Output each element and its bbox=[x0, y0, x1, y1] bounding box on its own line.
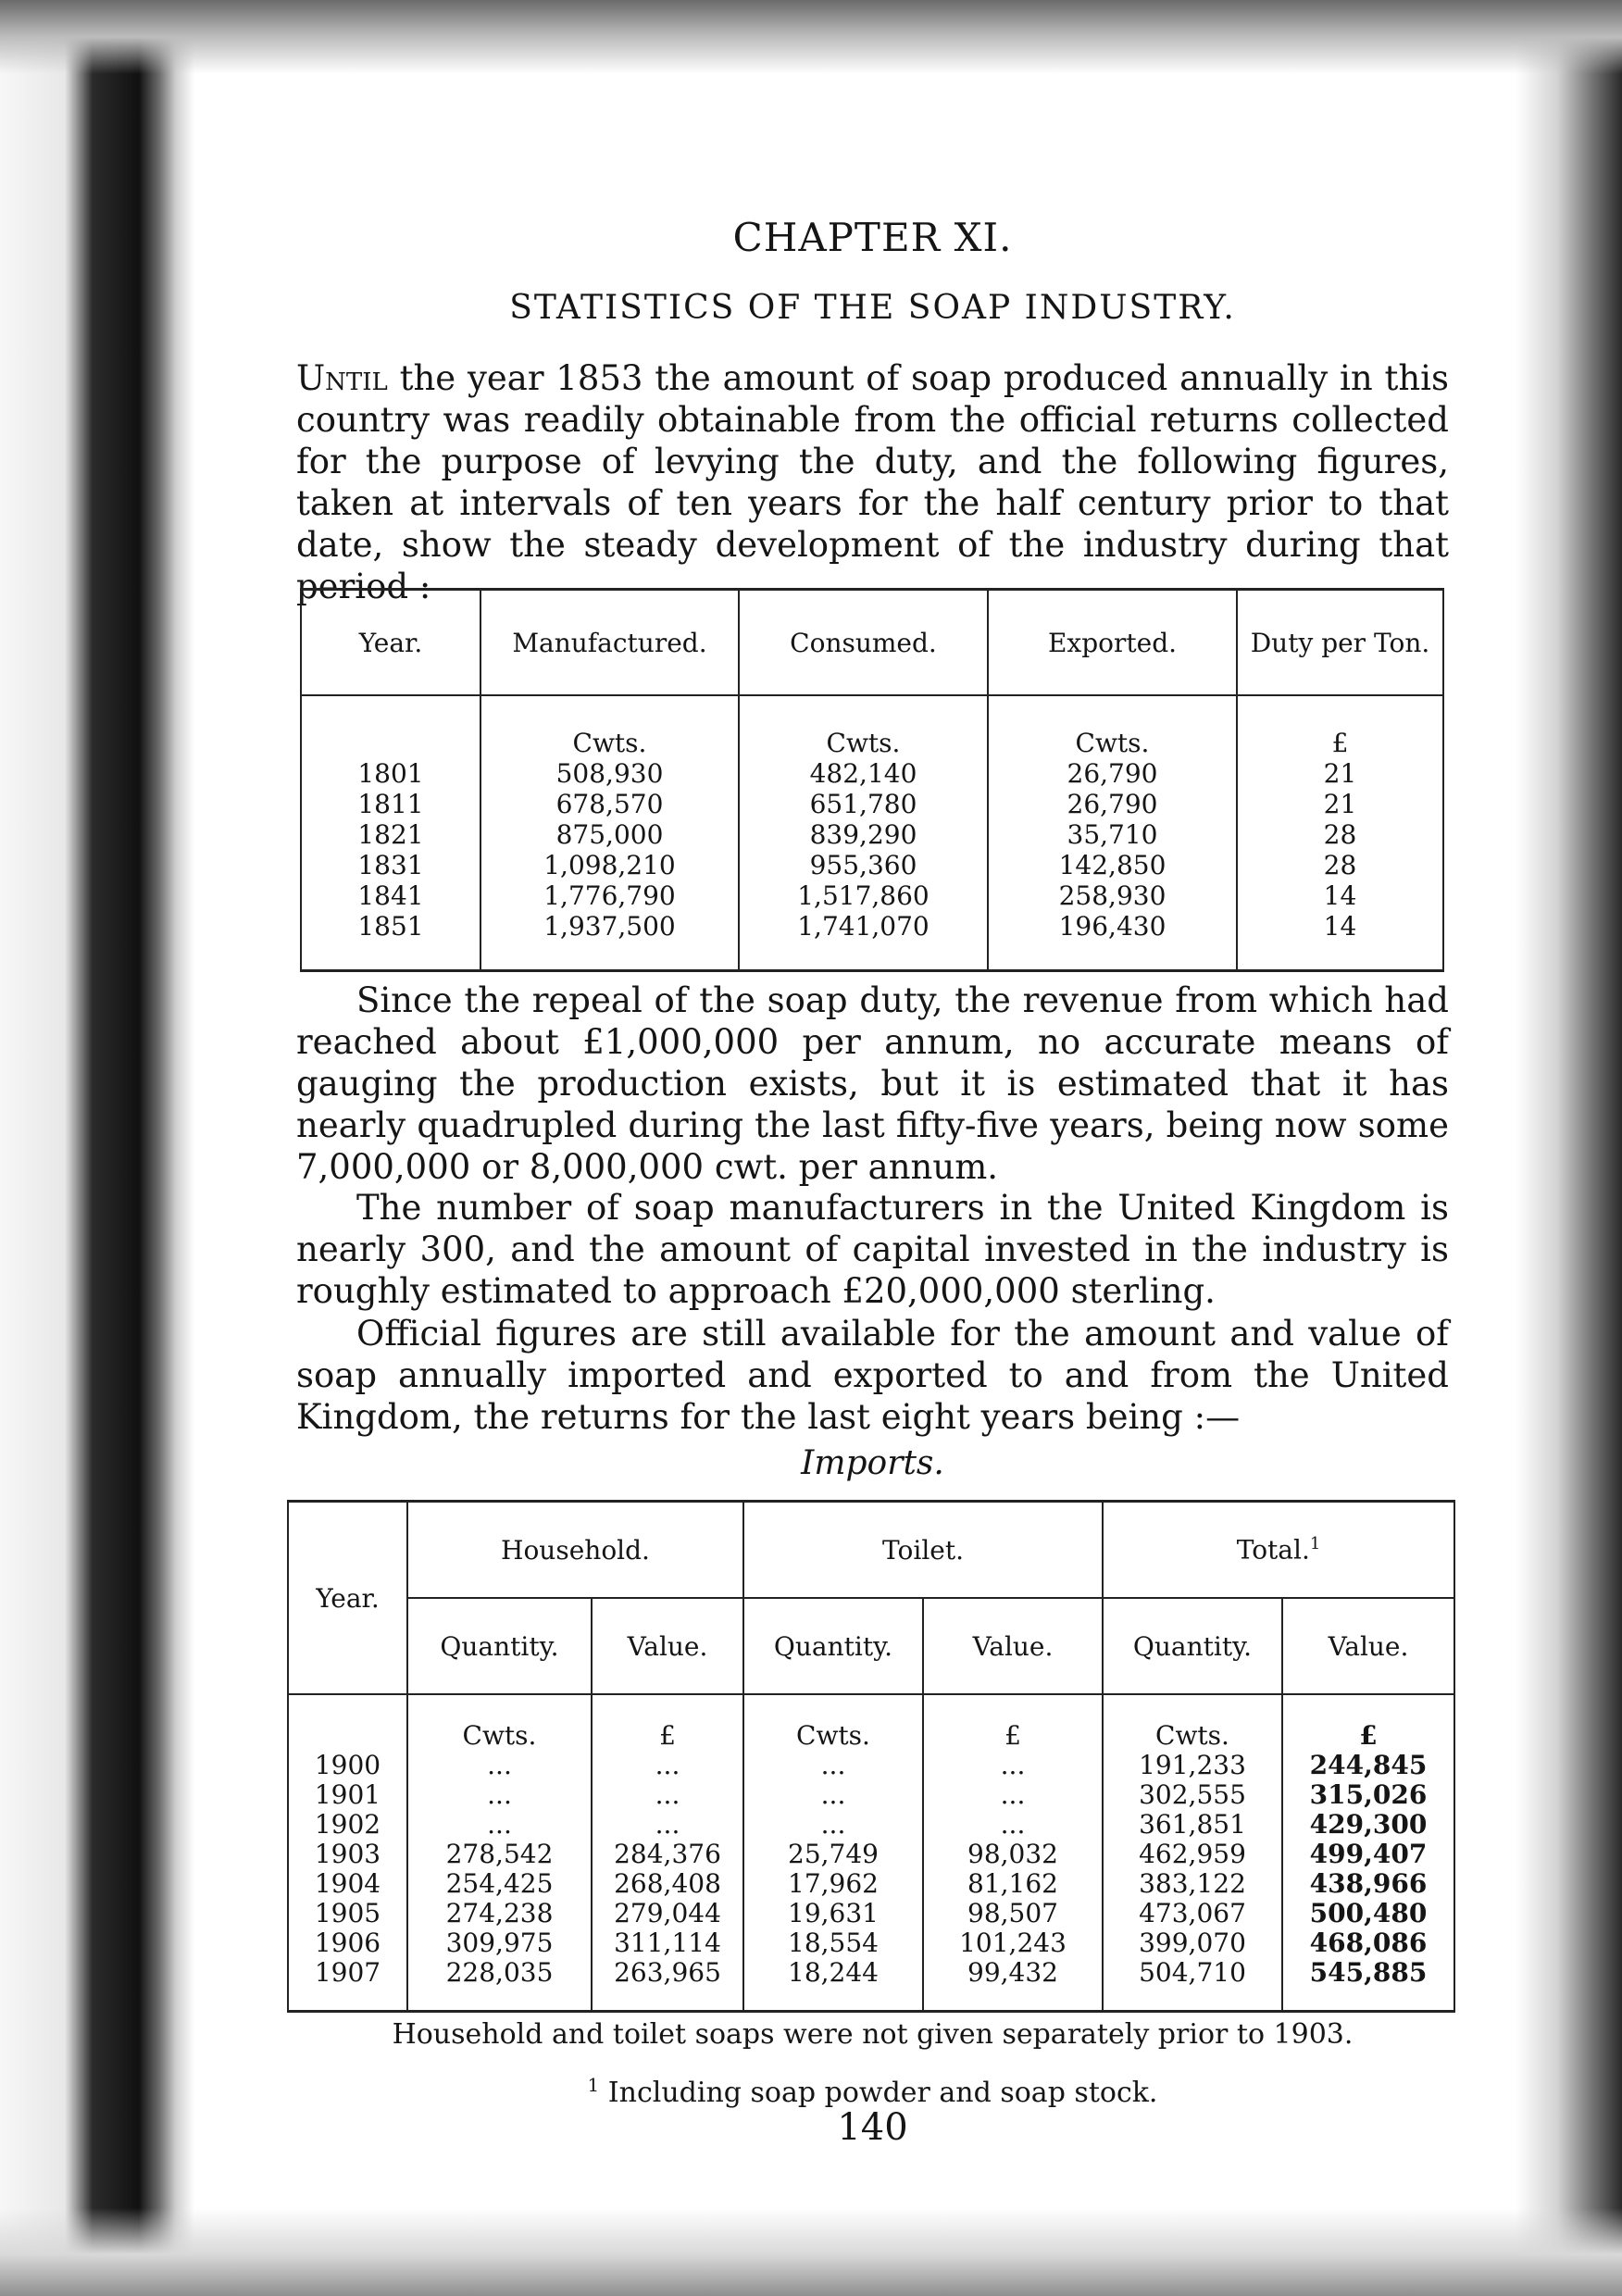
intro-paragraph bbox=[296, 357, 1449, 607]
header-toilet-quantity: Quantity. bbox=[743, 1598, 923, 1694]
scan-right-edge bbox=[1516, 0, 1622, 2296]
intro-lead: Until bbox=[296, 358, 388, 398]
header-year: Year. bbox=[301, 590, 480, 696]
duty-column: £ 21 21 28 28 14 14 bbox=[1237, 695, 1443, 971]
manufacturers-paragraph: The number of soap manufacturers in the United Kingdom is nearly 300, and the amount of capital invested in the industry is roughly estimated to approach £20,000,000 sterling. bbox=[296, 1188, 1449, 1311]
imports-table bbox=[287, 1500, 1455, 2013]
header-total: Total.$^1$ bbox=[1103, 1502, 1454, 1599]
header-toilet-value: Value. bbox=[923, 1598, 1103, 1694]
exported-column: Cwts. 26,790 26,790 35,710 142,850 258,930 196,430 bbox=[988, 695, 1237, 971]
header-manufactured: Manufactured. bbox=[480, 590, 739, 696]
manufactured-column: Cwts. 508,930 678,570 875,000 1,098,210 1,776,790 1,937,500 bbox=[480, 695, 739, 971]
total-value-column: £ 244,845 315,026 429,300 499,407 438,966 500,480 468,086 545,885 bbox=[1282, 1694, 1454, 2012]
header-exported: Exported. bbox=[988, 590, 1237, 696]
header-duty: Duty per Ton. bbox=[1237, 590, 1443, 696]
household-value-column: £ ... ... ... 284,376 268,408 279,044 311,114 263,965 bbox=[592, 1694, 743, 2012]
scan-left-edge bbox=[0, 0, 194, 2296]
imports-title: Imports. bbox=[801, 1444, 944, 1482]
toilet-quantity-column: Cwts. ... ... ... 25,749 17,962 19,631 18,554 18,244 bbox=[743, 1694, 923, 2012]
header-toilet: Toilet. bbox=[743, 1502, 1103, 1599]
chapter-subtitle: STATISTICS OF THE SOAP INDUSTRY. bbox=[509, 289, 1236, 327]
header-total-quantity: Quantity. bbox=[1103, 1598, 1282, 1694]
footnote-mark: 1 bbox=[587, 2074, 600, 2096]
intro-text: the year 1853 the amount of soap produced annually in this country was readily obtainable from the official returns collected for the purpose of levying the duty, and the following figures, taken at intervals of ten years for the half century prior to that date, show the steady development of the industry during that period :— bbox=[296, 358, 1449, 606]
total-footnote-mark: 1 bbox=[1309, 1534, 1321, 1554]
chapter-title: CHAPTER XI. bbox=[732, 215, 1013, 260]
header-household-value: Value. bbox=[592, 1598, 743, 1694]
household-quantity-column: Cwts. ... ... ... 278,542 254,425 274,238 309,975 228,035 bbox=[407, 1694, 592, 2012]
production-table bbox=[300, 588, 1444, 972]
repeal-paragraph: Since the repeal of the soap duty, the revenue from which had reached about £1,000,000 per annum, no accurate means of gauging the production exists, but it is estimated that it has nearly quadrupled during the last fifty-five years, being now some 7,000,000 or 8,000,000 cwt. per annum. bbox=[296, 980, 1449, 1187]
total-quantity-column: Cwts. 191,233 302,555 361,851 462,959 383,122 473,067 399,070 504,710 bbox=[1103, 1694, 1282, 2012]
header-household-quantity: Quantity. bbox=[407, 1598, 592, 1694]
imports-year-column: 1900 1901 1902 1903 1904 1905 1906 1907 bbox=[314, 1750, 381, 1988]
official-figures-paragraph: Official figures are still available for the amount and value of soap annually imported and exported to and from the United Kingdom, the returns for the last eight years being :— bbox=[296, 1314, 1449, 1437]
toilet-value-column: £ ... ... ... 98,032 81,162 98,507 101,243 99,432 bbox=[923, 1694, 1103, 2012]
consumed-column: Cwts. 482,140 651,780 839,290 955,360 1,517,860 1,741,070 bbox=[739, 695, 988, 971]
page-number: 140 bbox=[837, 2106, 908, 2149]
header-year: Year. bbox=[288, 1502, 407, 1695]
header-consumed: Consumed. bbox=[739, 590, 988, 696]
header-total-value: Value. bbox=[1282, 1598, 1454, 1694]
year-column: 1801 1811 1821 1831 1841 1851 bbox=[357, 758, 424, 942]
header-household: Household. bbox=[407, 1502, 743, 1599]
footnote-household-toilet: Household and toilet soaps were not given separately prior to 1903. bbox=[392, 2018, 1354, 2051]
footnote-total: $^1$ Including soap powder and soap stock. bbox=[587, 2074, 1158, 2109]
page bbox=[296, 0, 1449, 2296]
